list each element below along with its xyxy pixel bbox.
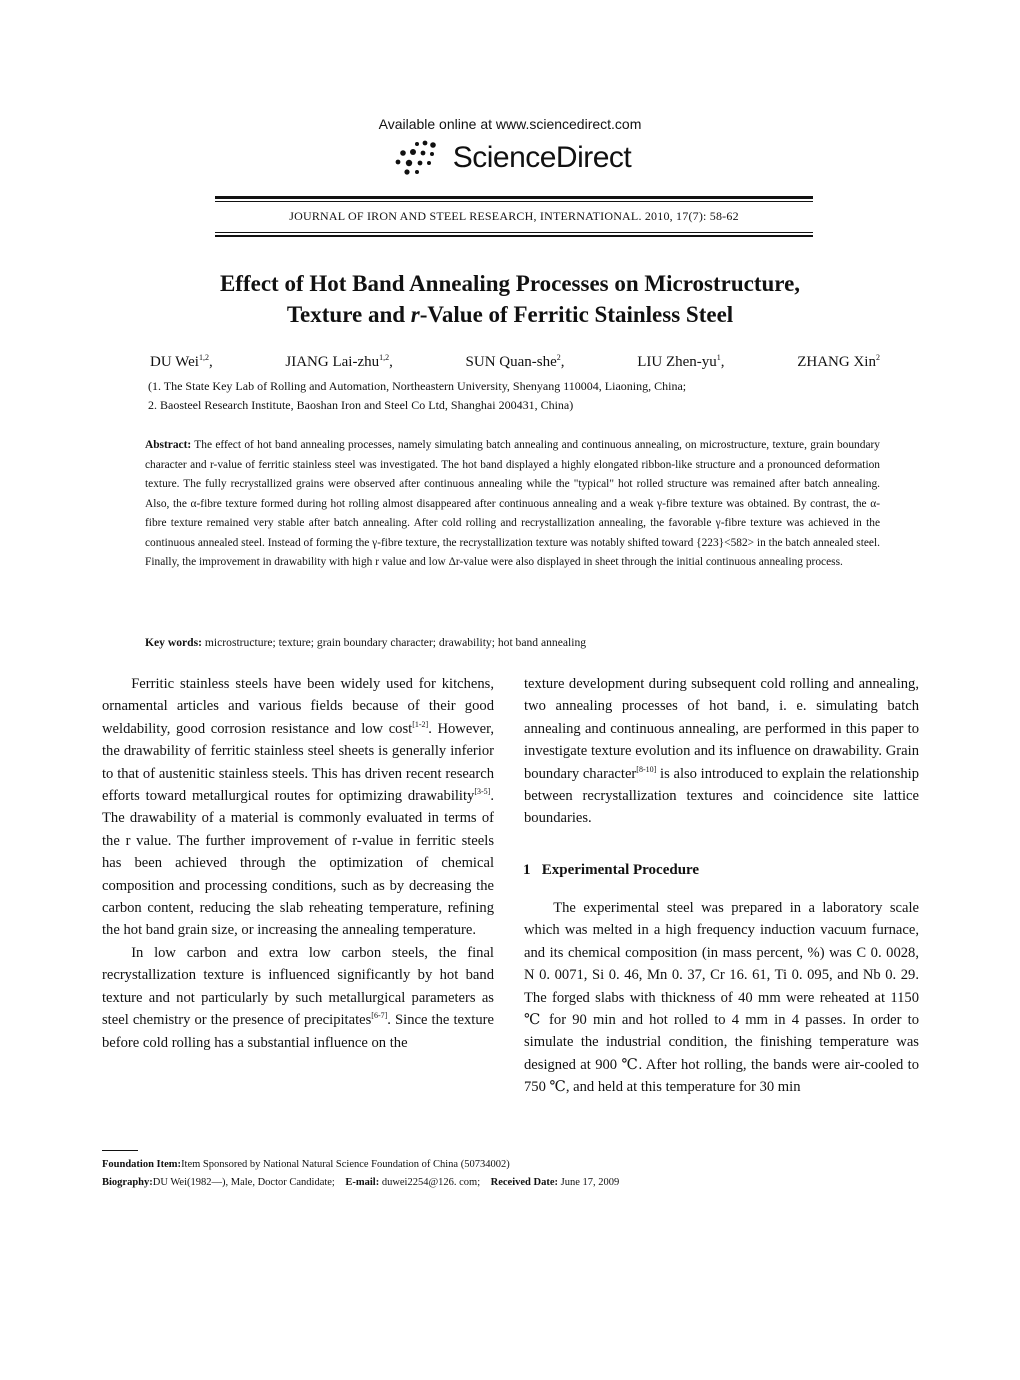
section-title: Experimental Procedure — [541, 862, 700, 878]
citation: [1-2] — [412, 719, 429, 729]
biography-label: Biography: — [102, 1177, 153, 1188]
citation: [3-5] — [474, 787, 491, 797]
header-rule-top-thin — [215, 201, 813, 202]
paragraph: Ferritic stainless steels have been widely used for kitchens, ornamental articles and various fields because of their good weldability, good corrosion resistance and low cost[1-2]. However, the drawability of ferritic stainless steel sheets is generally inferior to that of austenitic stainless steels. This has driven recent research efforts toward metallurgical routes for optimizing drawability[3-5]. The drawability of a material is commonly evaluated in terms of the r value. The further improvement of r-value in ferritic steels has been achieved through the optimization of chemical composition and processing conditions, such as by decreasing the carbon content, reducing the slab reheating temperature, refining the hot band grain size, or increasing the annealing temperature. — [102, 676, 494, 939]
author: DU Wei$^{1,2}$, — [150, 353, 213, 370]
title-line-2-post: -Value of Ferritic Stainless Steel — [419, 302, 734, 327]
email-text: duwei2254@126. com; — [379, 1177, 481, 1188]
citation: [8-10] — [636, 764, 657, 774]
paragraph: texture development during subsequent cold rolling and annealing, two annealing processes of hot band, i. e. simulating batch annealing and continuous annealing, are performed in this paper to investigate texture evolution and its influence on drawability. Grain boundary character[8-10] is also introduced to explain the relationship between recrystallization textures and coincidence site lattice boundaries. — [524, 676, 919, 827]
footnote-biography — [102, 1177, 932, 1188]
keywords — [145, 636, 880, 649]
foundation-text: Item Sponsored by National Natural Science Foundation of China (50734002) — [181, 1159, 510, 1170]
body-column-right-bottom — [524, 897, 919, 1099]
title-line-1: Effect of Hot Band Annealing Processes on Microstructure, — [219, 271, 801, 296]
author: JIANG Lai-zhu$^{1,2}$, — [285, 353, 393, 370]
header-rule-bottom-thin — [215, 232, 813, 233]
author-list — [150, 354, 880, 371]
foundation-label: Foundation Item: — [102, 1159, 182, 1170]
abstract-label: Abstract: — [145, 439, 192, 451]
available-online-text: Available online at www.sciencedirect.com — [378, 116, 642, 132]
publisher-name: ScienceDirect — [452, 141, 632, 174]
section-number: 1 — [523, 862, 531, 878]
received-label: Received Date: — [490, 1177, 558, 1188]
header-rule-top — [215, 196, 813, 199]
keywords-text: microstructure; texture; grain boundary character; drawability; hot band annealing — [202, 636, 587, 649]
author: SUN Quan-she$^2$, — [465, 353, 565, 370]
title-line-2 — [110, 299, 910, 330]
sciencedirect-dots-icon — [389, 138, 445, 178]
paragraph: In low carbon and extra low carbon steels, the final recrystallization texture is influenced significantly by hot band texture and not particularly by such metallurgical parameters as steel chemistry or the presence of precipitates[6-7]. Since the texture before cold rolling has a substantial influence on the — [102, 944, 494, 1051]
abstract-text: The effect of hot band annealing processes, namely simulating batch annealing and continuous annealing, on microstructure, texture, grain boundary character and r-value of ferritic stainless steel was investigated. The hot band displayed a highly elongated ribbon-like structure and a pronounced deformation texture. The fully recrystallized grains were observed after continuous annealing while the "typical" hot rolled structure was remained after batch annealing. Also, the α-fibre texture formed during hot rolling almost disappeared after continuous annealing and a weak γ-fibre texture was obtained. By contrast, the α-fibre texture remained very stable after batch annealing. After cold rolling and recrystallization annealing, the favorable γ-fibre texture was achieved in the continuous annealed steel. Instead of forming the γ-fibre texture, the recrystallization texture was notably shifted toward {223}<582> in the batch annealed steel. Finally, the improvement in drawability with high r value and low Δr-value were also displayed in sheet through the initial continuous annealing process. — [145, 439, 880, 568]
abstract — [145, 436, 880, 573]
footnote-rule — [102, 1150, 138, 1151]
citation: [6-7] — [371, 1011, 388, 1021]
footnote-foundation — [102, 1159, 932, 1170]
affiliation-2: 2. Baosteel Research Institute, Baoshan Iron and Steel Co Ltd, Shanghai 200431, China) — [148, 398, 574, 412]
paragraph: The experimental steel was prepared in a laboratory scale which was melted in a high frequency induction vacuum furnace, and its chemical composition (in mass percent, %) was C 0. 0028, N 0. 0071, Si 0. 46, Mn 0. 37, Cr 16. 61, Ti 0. 095, and Nb 0. 29. The forged slabs with thickness of 40 mm were reheated at 1150 ℃ for 90 min and hot rolled to 4 mm in 4 passes. In order to simulate the industrial condition, the finishing temperature was designed at 900 ℃. After hot rolling, the bands were air-cooled to 750 ℃, and held at this temperature for 30 min — [524, 900, 919, 1096]
affiliation-1: (1. The State Key Lab of Rolling and Automation, Northeastern University, Shenyang 110004, Liaoning, China; — [148, 379, 687, 393]
section-heading — [523, 862, 918, 879]
body-column-left — [102, 673, 494, 1054]
journal-citation: JOURNAL OF IRON AND STEEL RESEARCH, INTERNATIONAL. 2010, 17(7): 58-62 — [289, 209, 739, 223]
email-label: E-mail: — [345, 1177, 380, 1188]
publisher-logo — [0, 136, 1020, 180]
paper-title — [110, 268, 910, 330]
author: ZHANG Xin$^2$ — [797, 353, 880, 370]
title-line-2-italic: r — [410, 302, 420, 327]
body-column-right-top — [524, 673, 919, 830]
received-text: June 17, 2009 — [557, 1177, 620, 1188]
biography-text: DU Wei(1982—), Male, Doctor Candidate; — [152, 1177, 335, 1188]
title-line-2-pre: Texture and — [286, 302, 411, 327]
header-rule-bottom — [215, 235, 813, 237]
author: LIU Zhen-$yu^1$, — [637, 353, 725, 370]
keywords-label: Key words: — [145, 636, 202, 649]
